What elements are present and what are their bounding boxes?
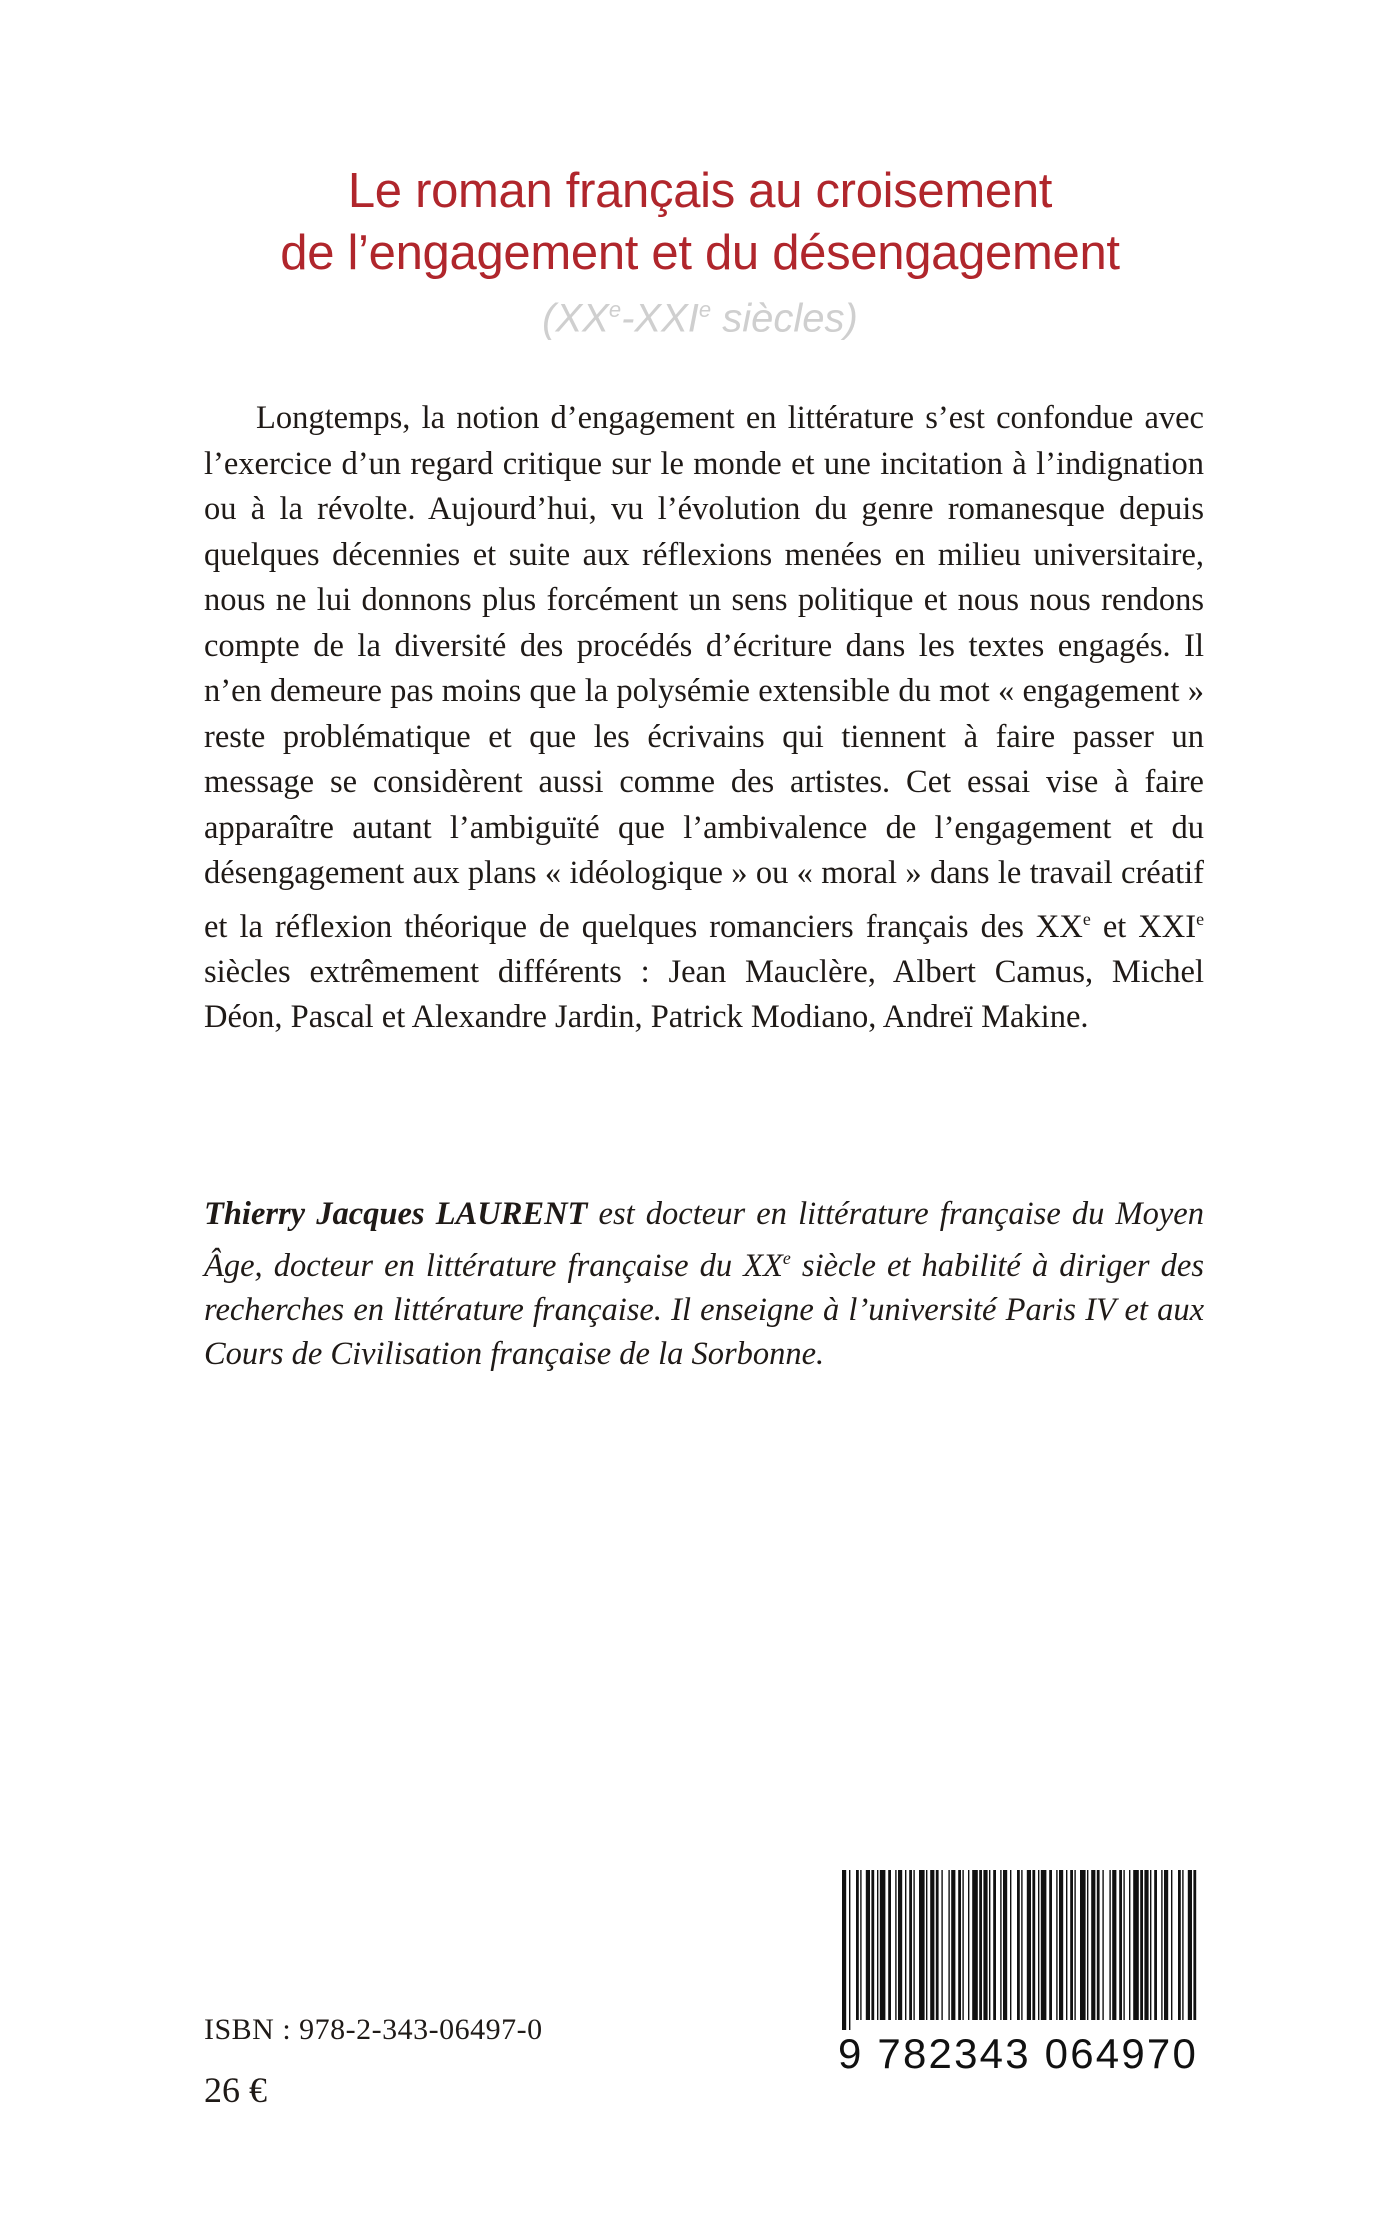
barcode-bars xyxy=(838,1870,1198,2030)
barcode-bar xyxy=(989,1870,990,2020)
barcode-bar xyxy=(972,1870,978,2020)
barcode-bar xyxy=(1003,1870,1007,2020)
barcode-bar xyxy=(1017,1870,1020,2020)
barcode-bar xyxy=(1150,1870,1151,2020)
barcode-bar xyxy=(1059,1870,1063,2020)
barcode-bar xyxy=(877,1870,878,2020)
barcode-bar xyxy=(895,1870,896,2020)
barcode-bar xyxy=(979,1870,982,2020)
bio-paragraph: Thierry Jacques LAURENT est docteur en littérature française du Moyen Âge, docteur en littérature française du XXe siècle et habilité à diriger des recherches en littérature française. Il enseigne à l’université Paris IV et aux Cours de Civilisation française de la Sorbonne. xyxy=(204,1196,1204,1372)
barcode-bar xyxy=(1119,1870,1122,2020)
barcode-bar xyxy=(1123,1870,1124,2020)
barcode-bar xyxy=(849,1870,850,2030)
barcode-bar xyxy=(1041,1870,1047,2020)
barcode-bar xyxy=(1178,1870,1181,2020)
barcode-bar xyxy=(1129,1870,1130,2020)
barcode-bar xyxy=(909,1870,912,2020)
barcode-bar xyxy=(1112,1870,1116,2020)
barcode-bar xyxy=(913,1870,914,2020)
barcode-bar xyxy=(1070,1870,1073,2020)
barcode-bar xyxy=(1091,1870,1095,2020)
barcode-bar xyxy=(1056,1870,1057,2020)
summary-paragraph: Longtemps, la notion d’engagement en littérature s’est confondue avec l’exercice d’un regard critique sur le monde et une incitation à l’indignation ou à la révolte. Aujourd’hui, vu l’évolution du genre romanesque depuis quelques décennies et suite aux réflexions menées en milieu universitaire, nous ne lui donnons plus forcément un sens politique et nous nous rendons compte de la diversité des procédés d’écriture dans les textes engagés. Il n’en demeure pas moins que la polysémie extensible du mot « engagement » reste problématique et que les écrivains qui tiennent à faire passer un message se considèrent aussi comme des artistes. Cet essai vise à faire apparaître autant l’ambiguïté que l’ambivalence de l’engagement et du désengagement aux plans « idéologique » ou « moral » dans le travail créatif et la réflexion théorique de quelques romanciers français des XXe et XXIe siècles extrêmement différents : Jean Mauclère, Albert Camus, Michel Déon, Pascal et Alexandre Jardin, Patrick Modiano, Andreï Makine. xyxy=(204,400,1205,1036)
barcode-bar xyxy=(1144,1870,1148,2020)
barcode-bar xyxy=(1097,1870,1100,2020)
barcode-bar xyxy=(1021,1870,1022,2020)
barcode-bar xyxy=(958,1870,961,2020)
barcode-bar xyxy=(1193,1870,1196,2020)
barcode-bar xyxy=(856,1870,859,2020)
barcode-bar xyxy=(936,1870,939,2020)
barcode-bar xyxy=(1038,1870,1039,2020)
barcode-bar xyxy=(1133,1870,1139,2020)
barcode-bar xyxy=(930,1870,934,2020)
barcode-bar xyxy=(1188,1870,1192,2020)
barcode-bar xyxy=(866,1870,870,2020)
barcode-bar xyxy=(962,1870,963,2020)
barcode-bar xyxy=(888,1870,891,2020)
barcode-bar xyxy=(1171,1870,1172,2020)
barcode-digits: 9 782343 064970 xyxy=(838,2030,1198,2077)
price-text: 26 € xyxy=(204,2070,267,2110)
book-title-line-2: de l’engagement et du désengagement xyxy=(280,226,1120,280)
barcode-bar xyxy=(926,1870,927,2020)
barcode-bar xyxy=(968,1870,969,2020)
book-title-line-1: Le roman français au croisement xyxy=(347,164,1053,218)
barcode-bar xyxy=(1182,1870,1183,2020)
barcode-bar xyxy=(1140,1870,1143,2020)
author-name: Thierry Jacques LAURENT xyxy=(204,1196,588,1232)
barcode-bar xyxy=(983,1870,987,2020)
barcode-bar xyxy=(951,1870,955,2020)
barcode-bar xyxy=(993,1870,996,2020)
barcode-bar xyxy=(842,1870,846,2030)
book-subtitle: (XXe-XXIe siècles) xyxy=(542,296,858,341)
barcode xyxy=(838,1870,1198,2125)
barcode-bar xyxy=(1027,1870,1031,2020)
barcode-bar xyxy=(1080,1870,1086,2020)
barcode-bar xyxy=(1066,1870,1067,2020)
barcode-bar xyxy=(1102,1870,1103,2020)
author-bio xyxy=(204,1192,1204,1376)
barcode-bar xyxy=(880,1870,886,2020)
barcode-bar xyxy=(1074,1870,1075,2020)
barcode-bar xyxy=(1164,1870,1168,2020)
barcode-bar xyxy=(1109,1870,1110,2020)
barcode-bar xyxy=(941,1870,942,2020)
barcode-bar xyxy=(1049,1870,1052,2020)
barcode-bar xyxy=(898,1870,902,2020)
barcode-bar xyxy=(1154,1870,1157,2020)
barcode-bar xyxy=(919,1870,925,2020)
book-summary xyxy=(204,396,1204,1041)
barcode-bar xyxy=(1087,1870,1088,2020)
barcode-bar xyxy=(1010,1870,1011,2020)
barcode-bar xyxy=(860,1870,861,2020)
barcode-bar xyxy=(905,1870,906,2020)
barcode-bar xyxy=(948,1870,949,2020)
barcode-bar xyxy=(871,1870,874,2020)
barcode-bar xyxy=(1161,1870,1162,2020)
barcode-bar xyxy=(1032,1870,1035,2020)
barcode-bar xyxy=(1000,1870,1001,2020)
isbn-text: ISBN : 978-2-343-06497-0 xyxy=(204,2013,543,2046)
title-block xyxy=(0,160,1400,344)
